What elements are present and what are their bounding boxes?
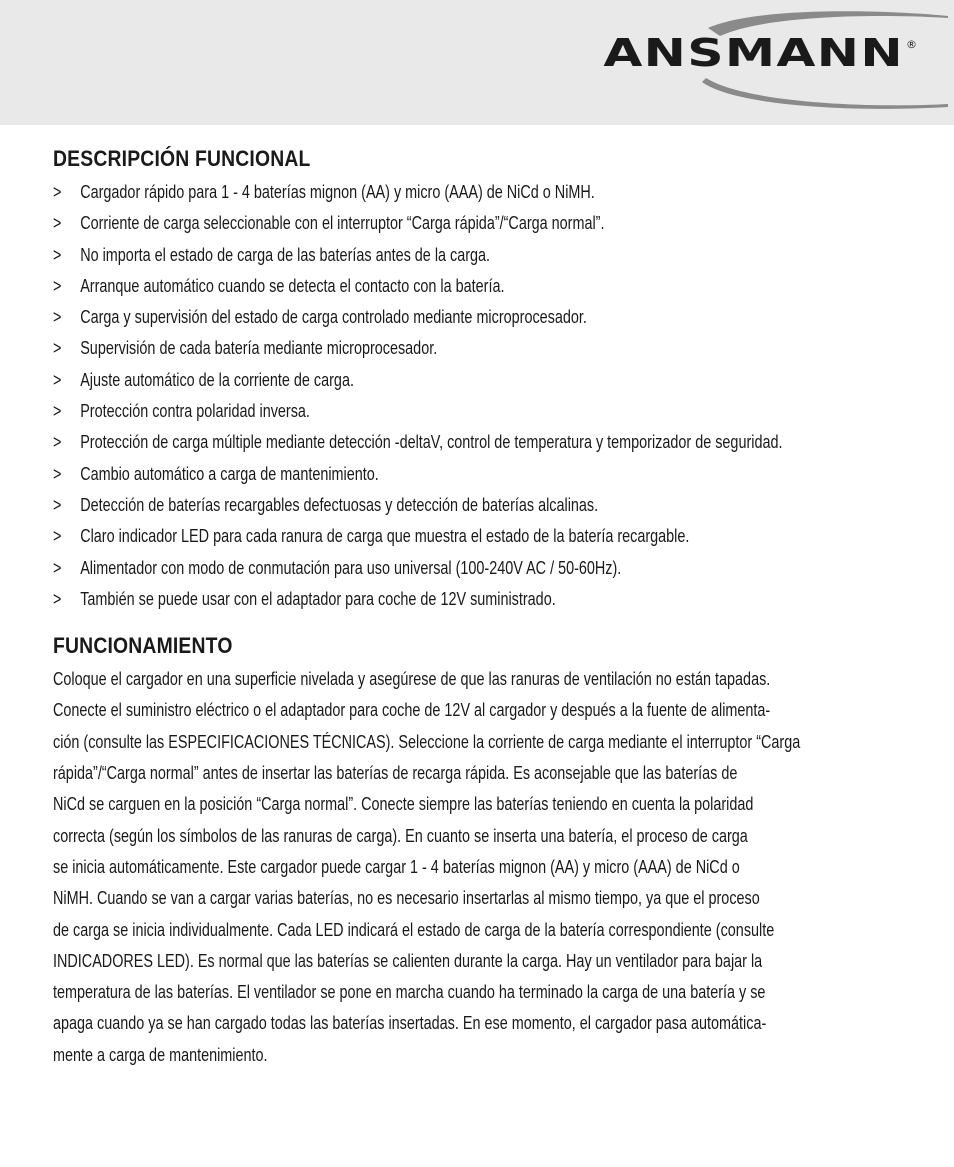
list-item xyxy=(53,208,928,239)
list-item-text: Protección de carga múltiple mediante detección -deltaV, control de temperatura y temporizador de seguridad. xyxy=(80,432,783,453)
list-item-text: Supervisión de cada batería mediante microprocesador. xyxy=(80,338,438,359)
paragraph-line: Conecte el suministro eléctrico o el adaptador para coche de 12V al cargador y después a la fuente de alimenta- xyxy=(53,700,771,721)
bullet-marker: > xyxy=(53,182,62,202)
bullet-marker: > xyxy=(53,526,62,547)
ansmann-logo xyxy=(598,8,950,112)
paragraph-line: NiMH. Cuando se van a cargar varias baterías, no es necesario insertarlas al mismo tiempo, ya que el proceso xyxy=(53,888,760,909)
list-item xyxy=(53,553,928,584)
list-item xyxy=(53,302,928,333)
list-item-text: Carga y supervisión del estado de carga controlado mediante microprocesador. xyxy=(80,307,587,328)
list-item-text: Cargador rápido para 1 - 4 baterías mignon (AA) y micro (AAA) de NiCd o NiMH. xyxy=(80,182,595,202)
bullet-marker: > xyxy=(53,338,62,359)
body-paragraph xyxy=(53,664,903,1071)
bullet-marker: > xyxy=(53,494,62,515)
list-item-text: Alimentador con modo de conmutación para uso universal (100-240V AC / 50-60Hz). xyxy=(80,557,622,578)
list-item-text: Detección de baterías recargables defectuosas y detección de baterías alcalinas. xyxy=(80,494,599,515)
paragraph-line: rápida”/“Carga normal” antes de insertar las baterías de recarga rápida. Es aconsejable que las baterías de xyxy=(53,763,738,784)
bullet-marker: > xyxy=(53,557,62,578)
list-item xyxy=(53,240,928,271)
paragraph-line: temperatura de las baterías. El ventilador se pone en marcha cuando ha terminado la carga de una batería y se xyxy=(53,982,766,1003)
list-item xyxy=(53,365,928,396)
paragraph-line: se inicia automáticamente. Este cargador puede cargar 1 - 4 baterías mignon (AA) y micro (AAA) de NiCd o xyxy=(53,856,740,877)
list-item-text: Ajuste automático de la corriente de carga. xyxy=(80,369,354,390)
section-heading: DESCRIPCIÓN FUNCIONAL xyxy=(53,146,311,171)
paragraph-line: Coloque el cargador en una superficie nivelada y asegúrese de que las ranuras de ventilación no están tapadas. xyxy=(53,669,771,690)
list-item-text: Cambio automático a carga de mantenimiento. xyxy=(80,463,379,484)
registered-mark: ® xyxy=(906,38,917,51)
list-item xyxy=(53,177,928,208)
section-heading: FUNCIONAMIENTO xyxy=(53,633,233,659)
list-item xyxy=(53,490,928,521)
feature-list xyxy=(53,177,903,615)
bullet-marker: > xyxy=(53,213,62,234)
bullet-marker: > xyxy=(53,463,62,484)
list-item-text: También se puede usar con el adaptador para coche de 12V suministrado. xyxy=(80,588,556,609)
list-item-text: Claro indicador LED para cada ranura de carga que muestra el estado de la batería recargable. xyxy=(80,526,690,547)
list-item xyxy=(53,271,928,302)
bullet-marker: > xyxy=(53,588,62,609)
list-item-text: Arranque automático cuando se detecta el contacto con la batería. xyxy=(80,275,505,296)
paragraph-line: INDICADORES LED). Es normal que las baterías se calienten durante la carga. Hay un ventilador para bajar la xyxy=(53,950,763,971)
paragraph-line: de carga se inicia individualmente. Cada LED indicará el estado de carga de la batería correspondiente (consulte xyxy=(53,919,775,940)
bullet-marker: > xyxy=(53,401,62,422)
list-item xyxy=(53,333,928,364)
list-item-text: No importa el estado de carga de las baterías antes de la carga. xyxy=(80,244,491,265)
bullet-marker: > xyxy=(53,369,62,390)
bullet-marker: > xyxy=(53,307,62,328)
list-item xyxy=(53,396,928,427)
header-band xyxy=(0,0,954,125)
document-content xyxy=(53,144,903,1071)
paragraph-line: NiCd se carguen en la posición “Carga normal”. Conecte siempre las baterías teniendo en cuenta la polaridad xyxy=(53,794,754,815)
section-funcionamiento xyxy=(53,631,903,1071)
logo-text: ANSMANN xyxy=(603,30,904,76)
bullet-marker: > xyxy=(53,275,62,296)
list-item xyxy=(53,427,928,458)
bullet-marker: > xyxy=(53,244,62,265)
paragraph-line: mente a carga de mantenimiento. xyxy=(53,1044,268,1065)
section-descripcion-funcional xyxy=(53,144,903,615)
list-item xyxy=(53,459,928,490)
list-item-text: Corriente de carga seleccionable con el interruptor “Carga rápida”/“Carga normal”. xyxy=(80,213,605,234)
paragraph-line: correcta (según los símbolos de las ranuras de carga). En cuanto se inserta una batería, el proceso de carga xyxy=(53,825,748,846)
list-item-text: Protección contra polaridad inversa. xyxy=(80,401,310,422)
list-item xyxy=(53,521,928,552)
bullet-marker: > xyxy=(53,432,62,453)
list-item xyxy=(53,584,928,615)
paragraph-line: ción (consulte las ESPECIFICACIONES TÉCNICAS). Seleccione la corriente de carga mediante el interruptor “Carga xyxy=(53,731,801,752)
paragraph-line: apaga cuando ya se han cargado todas las baterías insertadas. En ese momento, el cargador pasa automática- xyxy=(53,1013,767,1034)
